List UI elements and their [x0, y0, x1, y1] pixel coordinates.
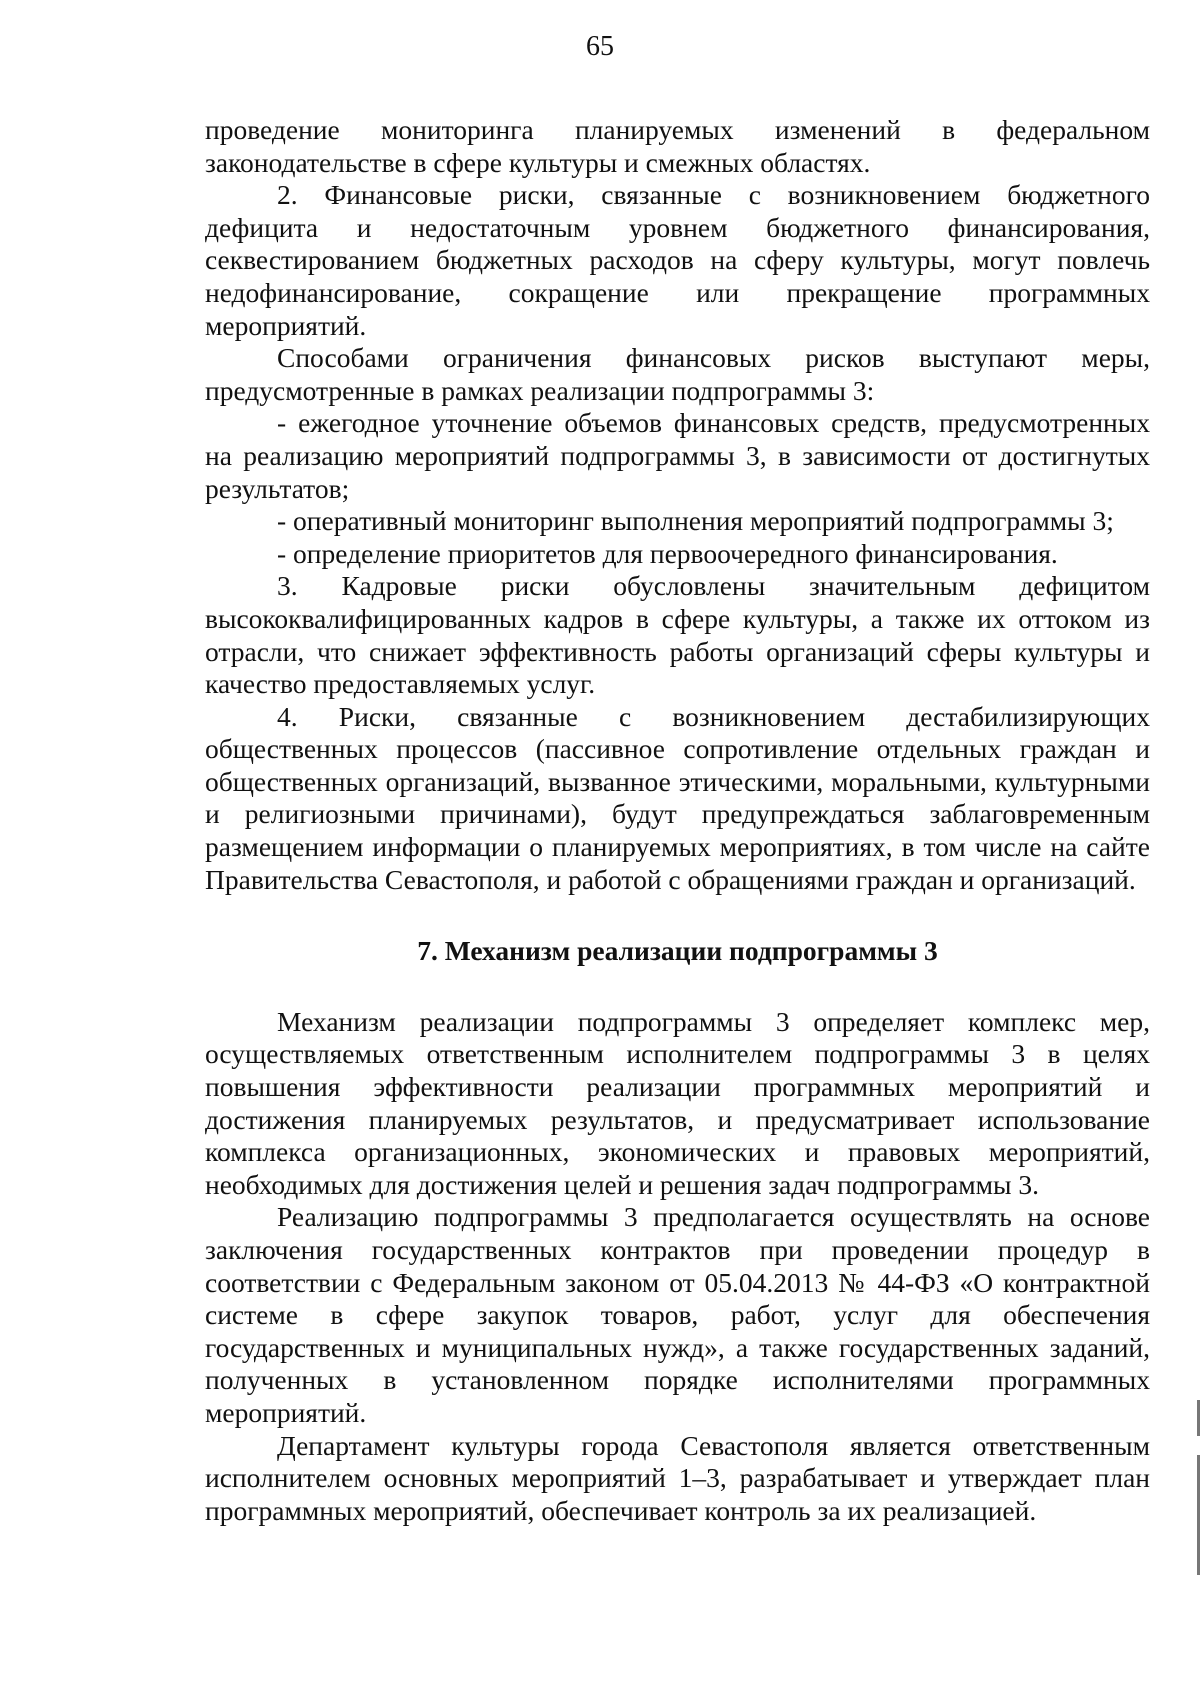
paragraph-continuation: проведение мониторинга планируемых изменений в федеральном законодательстве в сфере культуры и смежных областях. [205, 114, 1150, 178]
section-heading: 7. Механизм реализации подпрограммы 3 [417, 935, 938, 967]
paragraph-mechanism: Механизм реализации подпрограммы 3 определяет комплекс мер, осуществляемых ответственным исполнителем подпрограммы 3 в целях повышения эффективности реализации программных мероприятий и достижения планируемых результатов, и предусматривает использование комплекса организационных, экономических и правовых мероприятий, необходимых для достижения целей и решения задач подпрограммы 3. [205, 1005, 1150, 1200]
paragraph-implementation: Реализацию подпрограммы 3 предполагается осуществлять на основе заключения государственных контрактов при проведении процедур в соответствии с Федеральным законом от 05.04.2013 № 44-ФЗ «О контрактной системе в сфере закупок товаров, работ, услуг для обеспечения государственных и муниципальных нужд», а также государственных заданий, полученных в установленном порядке исполнителями программных мероприятий. [205, 1201, 1150, 1428]
paragraph-social-risks: 4. Риски, связанные с возникновением дестабилизирующих общественных процессов (пассивное сопротивление отдельных граждан и общественных организаций, вызванное этическими, моральными, культурными и религиозными причинами), будут предупреждаться заблаговременным размещением информации о планируемых мероприятиях, в том числе на сайте Правительства Севастополя, и работой с обращениями граждан и организаций. [205, 700, 1150, 895]
paragraph-risk-limitation: Способами ограничения финансовых рисков выступают меры, предусмотренные в рамках реализации подпрограммы 3: [205, 342, 1150, 406]
paragraph-personnel-risks: 3. Кадровые риски обусловлены значительным дефицитом высококвалифицированных кадров в сфере культуры, а также их оттоком из отрасли, что снижает эффективность работы организаций сферы культуры и качество предоставляемых услуг. [205, 570, 1150, 700]
paragraph-department: Департамент культуры города Севастополя является ответственным исполнителем основных мероприятий 1–3, разрабатывает и утверждает план программных мероприятий, обеспечивает контроль за их реализацией. [205, 1429, 1150, 1526]
list-item-monitoring: - оперативный мониторинг выполнения мероприятий подпрограммы 3; [277, 505, 1114, 537]
document-body [205, 114, 1150, 1527]
page-number: 65 [586, 31, 614, 62]
list-item-annual-refinement: - ежегодное уточнение объемов финансовых средств, предусмотренных на реализацию мероприятий подпрограммы 3, в зависимости от достигнутых результатов; [205, 407, 1150, 504]
paragraph-financial-risks: 2. Финансовые риски, связанные с возникновением бюджетного дефицита и недостаточным уровнем бюджетного финансирования, секвестированием бюджетных расходов на сферу культуры, могут повлечь недофинансирование, сокращение или прекращение программных мероприятий. [205, 179, 1150, 341]
list-item-priorities: - определение приоритетов для первоочередного финансирования. [277, 537, 1058, 569]
